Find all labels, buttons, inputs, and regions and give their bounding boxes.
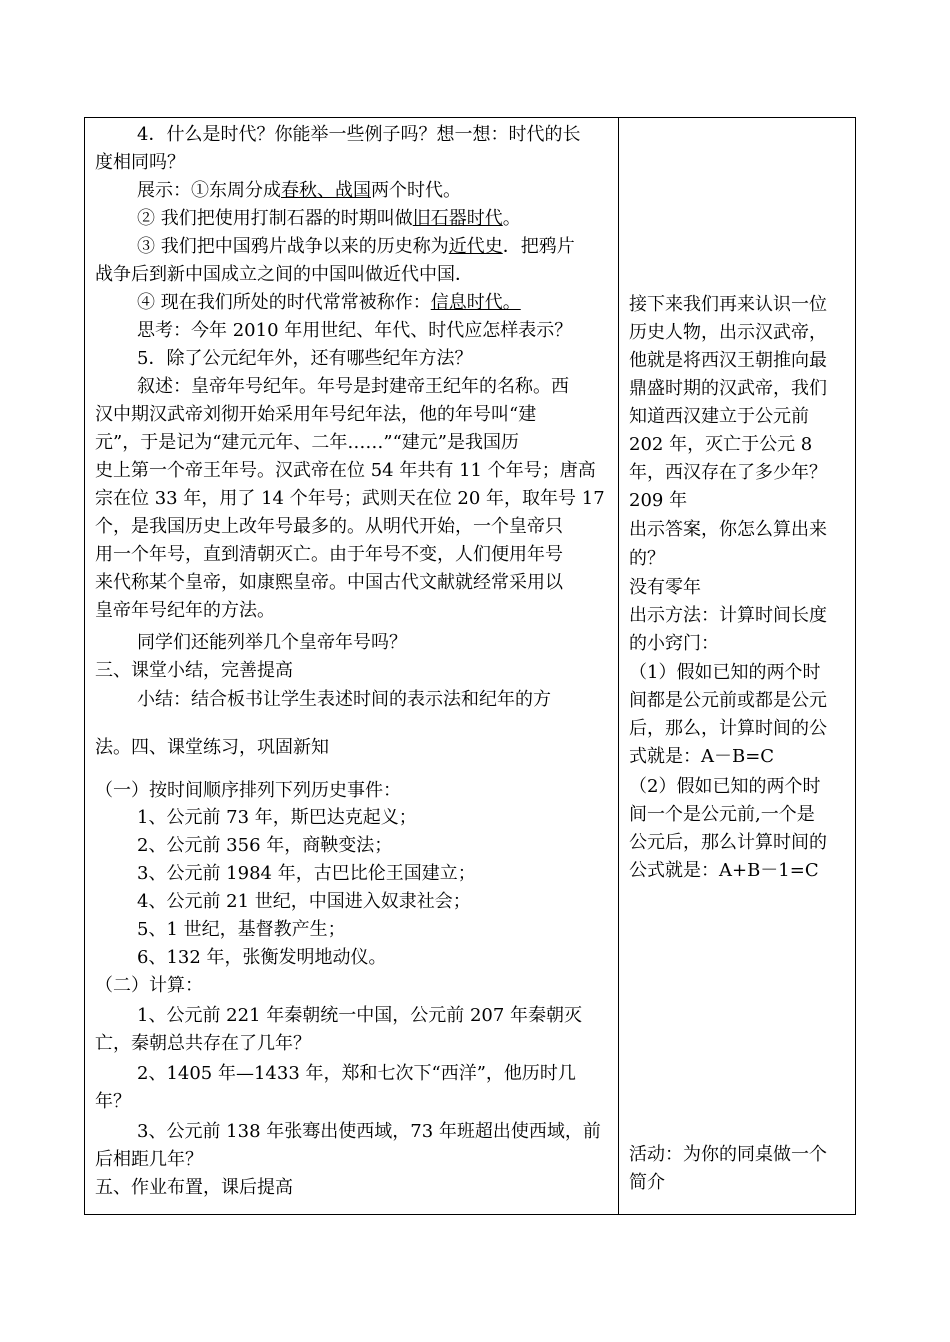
text-line: 用一个年号，直到清朝灭亡。由于年号不变，人们便用年号 bbox=[95, 544, 563, 565]
note-line: 出示答案，你怎么算出来 bbox=[629, 519, 827, 540]
formula-line: 公式就是：A+B－1=C bbox=[629, 860, 819, 881]
text-line: 史上第一个帝王年号。汉武帝在位 54 年共有 11 个年号；唐高 bbox=[95, 460, 596, 481]
note-line: 后，那么，计算时间的公 bbox=[629, 718, 827, 739]
lesson-table bbox=[84, 117, 856, 1215]
text-line: 展示：①东周分成春秋、战国两个时代。 bbox=[137, 180, 461, 201]
text-line: 年？ bbox=[95, 1091, 131, 1112]
text-line: 汉中期汉武帝刘彻开始采用年号纪年法，他的年号叫“建 bbox=[95, 404, 537, 425]
section-heading: 三、课堂小结，完善提高 bbox=[95, 660, 293, 681]
note-line: 历史人物，出示汉武帝， bbox=[629, 322, 827, 343]
column-divider bbox=[618, 118, 619, 1214]
note-line: 年，西汉存在了多少年？ bbox=[629, 462, 827, 483]
text-line: ③ 我们把中国鸦片战争以来的历史称为近代史．把鸦片 bbox=[137, 236, 575, 257]
section-heading: 法。四、课堂练习，巩固新知 bbox=[95, 737, 329, 758]
list-item: 2、公元前 356 年，商鞅变法； bbox=[137, 835, 393, 856]
text-line: 叙述：皇帝年号纪年。年号是封建帝王纪年的名称。西 bbox=[137, 376, 569, 397]
text-line: 元”，于是记为“建元元年、二年……”“建元”是我国历 bbox=[95, 432, 520, 453]
note-line: 鼎盛时期的汉武帝，我们 bbox=[629, 378, 827, 399]
note-line: 公元后，那么计算时间的 bbox=[629, 832, 827, 853]
text-line: （二）计算： bbox=[95, 975, 203, 996]
text-line: 来代称某个皇帝，如康熙皇帝。中国古代文献就经常采用以 bbox=[95, 572, 563, 593]
text-line: 4．什么是时代？你能举一些例子吗？想一想：时代的长 bbox=[137, 124, 581, 145]
note-line: 活动：为你的同桌做一个 bbox=[629, 1144, 827, 1165]
list-item: 6、132 年，张衡发明地动仪。 bbox=[137, 947, 387, 968]
note-line: 的小窍门： bbox=[629, 633, 719, 654]
note-line: 间一个是公元前,一个是 bbox=[629, 804, 815, 825]
note-line: 接下来我们再来认识一位 bbox=[629, 294, 827, 315]
text-line: （一）按时间顺序排列下列历史事件： bbox=[95, 780, 401, 801]
note-line: （2）假如已知的两个时 bbox=[629, 776, 821, 797]
note-line: 简介 bbox=[629, 1172, 665, 1193]
text-line: 个，是我国历史上改年号最多的。从明代开始，一个皇帝只 bbox=[95, 516, 563, 537]
text-line: 小结：结合板书让学生表述时间的表示法和纪年的方 bbox=[137, 689, 551, 710]
text-line: 亡，秦朝总共存在了几年？ bbox=[95, 1033, 311, 1054]
section-heading: 五、作业布置，课后提高 bbox=[95, 1177, 293, 1198]
text-line: ④ 现在我们所处的时代常常被称作：信息时代。 bbox=[137, 292, 521, 313]
note-line: 间都是公元前或都是公元 bbox=[629, 690, 827, 711]
text-line: 宗在位 33 年，用了 14 个年号；武则天在位 20 年，取年号 17 bbox=[95, 488, 605, 509]
note-line: 202 年，灭亡于公元 8 bbox=[629, 434, 813, 455]
list-item: 1、公元前 73 年，斯巴达克起义； bbox=[137, 807, 417, 828]
list-item: 3、公元前 1984 年，古巴比伦王国建立； bbox=[137, 863, 476, 884]
note-line: 的？ bbox=[629, 548, 665, 569]
text-line: 同学们还能列举几个皇帝年号吗？ bbox=[137, 632, 407, 653]
list-item: 1、公元前 221 年秦朝统一中国，公元前 207 年秦朝灭 bbox=[137, 1005, 583, 1026]
note-line: 209 年 bbox=[629, 490, 688, 511]
note-line: （1）假如已知的两个时 bbox=[629, 662, 821, 683]
note-line: 出示方法：计算时间长度 bbox=[629, 605, 827, 626]
text-line: ② 我们把使用打制石器的时期叫做旧石器时代。 bbox=[137, 208, 521, 229]
list-item: 2、1405 年—1433 年，郑和七次下“西洋”，他历时几 bbox=[137, 1063, 576, 1084]
list-item: 3、公元前 138 年张骞出使西域，73 年班超出使西域，前 bbox=[137, 1121, 601, 1142]
text-line: 思考：今年 2010 年用世纪、年代、时代应怎样表示？ bbox=[137, 320, 573, 341]
text-line: 皇帝年号纪年的方法。 bbox=[95, 600, 275, 621]
list-item: 5、1 世纪，基督教产生； bbox=[137, 919, 346, 940]
note-line: 他就是将西汉王朝推向最 bbox=[629, 350, 827, 371]
text-line: 战争后到新中国成立之间的中国叫做近代中国． bbox=[95, 264, 473, 285]
note-line: 没有零年 bbox=[629, 577, 701, 598]
formula-line: 式就是：A－B=C bbox=[629, 746, 775, 767]
text-line: 后相距几年？ bbox=[95, 1149, 203, 1170]
text-line: 度相同吗？ bbox=[95, 152, 185, 173]
text-line: 5．除了公元纪年外，还有哪些纪年方法？ bbox=[137, 348, 473, 369]
note-line: 知道西汉建立于公元前 bbox=[629, 406, 809, 427]
list-item: 4、公元前 21 世纪，中国进入奴隶社会； bbox=[137, 891, 471, 912]
